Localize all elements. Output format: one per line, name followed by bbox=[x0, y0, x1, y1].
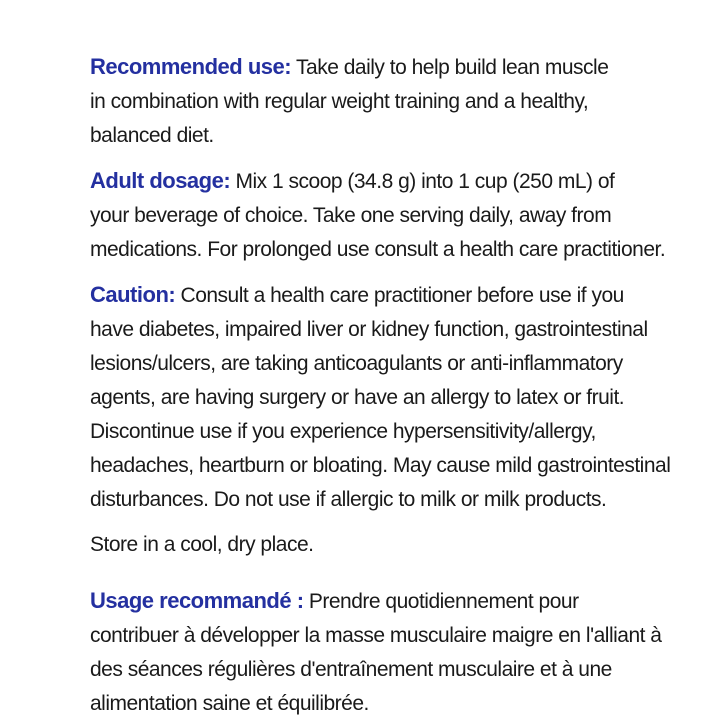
adult-dosage-heading: Adult dosage: bbox=[90, 168, 231, 193]
caution-line-6: headaches, heartburn or bloating. May cause mild gastrointestinal bbox=[90, 454, 671, 477]
recommended-use-line-2: in combination with regular weight training and a healthy, bbox=[90, 90, 589, 113]
usage-fr-line-3: des séances régulières d'entraînement musculaire et à une bbox=[90, 658, 612, 681]
storage-paragraph bbox=[90, 528, 650, 562]
usage-fr-heading: Usage recommandé : bbox=[90, 588, 304, 613]
adult-dosage-text: Mix 1 scoop (34.8 g) into 1 cup (250 mL) of bbox=[230, 170, 615, 193]
supplement-label-panel bbox=[90, 50, 671, 721]
caution-line-5: Discontinue use if you experience hypersensitivity/allergy, bbox=[90, 420, 596, 443]
storage-text: Store in a cool, dry place. bbox=[90, 533, 314, 556]
caution-line-2: have diabetes, impaired liver or kidney function, gastrointestinal bbox=[90, 318, 648, 341]
usage-fr-line-4: alimentation saine et équilibrée. bbox=[90, 692, 369, 715]
adult-dosage-line-1 bbox=[90, 164, 650, 199]
usage-fr-text: Prendre quotidiennement pour bbox=[303, 590, 579, 613]
recommended-use-line-3: balanced diet. bbox=[90, 124, 214, 147]
usage-fr-line-2: contribuer à développer la masse musculaire maigre en l'alliant à bbox=[90, 624, 662, 647]
recommended-use-text: Take daily to help build lean muscle bbox=[291, 56, 609, 79]
recommended-use-paragraph bbox=[90, 50, 650, 153]
adult-dosage-paragraph bbox=[90, 164, 666, 267]
caution-text: Consult a health care practitioner before use if you bbox=[175, 284, 624, 307]
recommended-use-line-1 bbox=[90, 50, 650, 85]
caution-line-4: agents, are having surgery or have an allergy to latex or fruit. bbox=[90, 386, 625, 409]
caution-line-1 bbox=[90, 278, 650, 313]
caution-line-3: lesions/ulcers, are taking anticoagulants or anti-inflammatory bbox=[90, 352, 623, 375]
recommended-use-heading: Recommended use: bbox=[90, 54, 292, 79]
adult-dosage-line-3: medications. For prolonged use consult a health care practitioner. bbox=[90, 238, 666, 261]
caution-line-7: disturbances. Do not use if allergic to milk or milk products. bbox=[90, 488, 607, 511]
adult-dosage-line-2: your beverage of choice. Take one serving daily, away from bbox=[90, 204, 612, 227]
caution-heading: Caution: bbox=[90, 282, 176, 307]
usage-fr-line-1 bbox=[90, 584, 650, 619]
caution-paragraph bbox=[90, 278, 671, 517]
usage-fr-paragraph bbox=[90, 584, 662, 721]
